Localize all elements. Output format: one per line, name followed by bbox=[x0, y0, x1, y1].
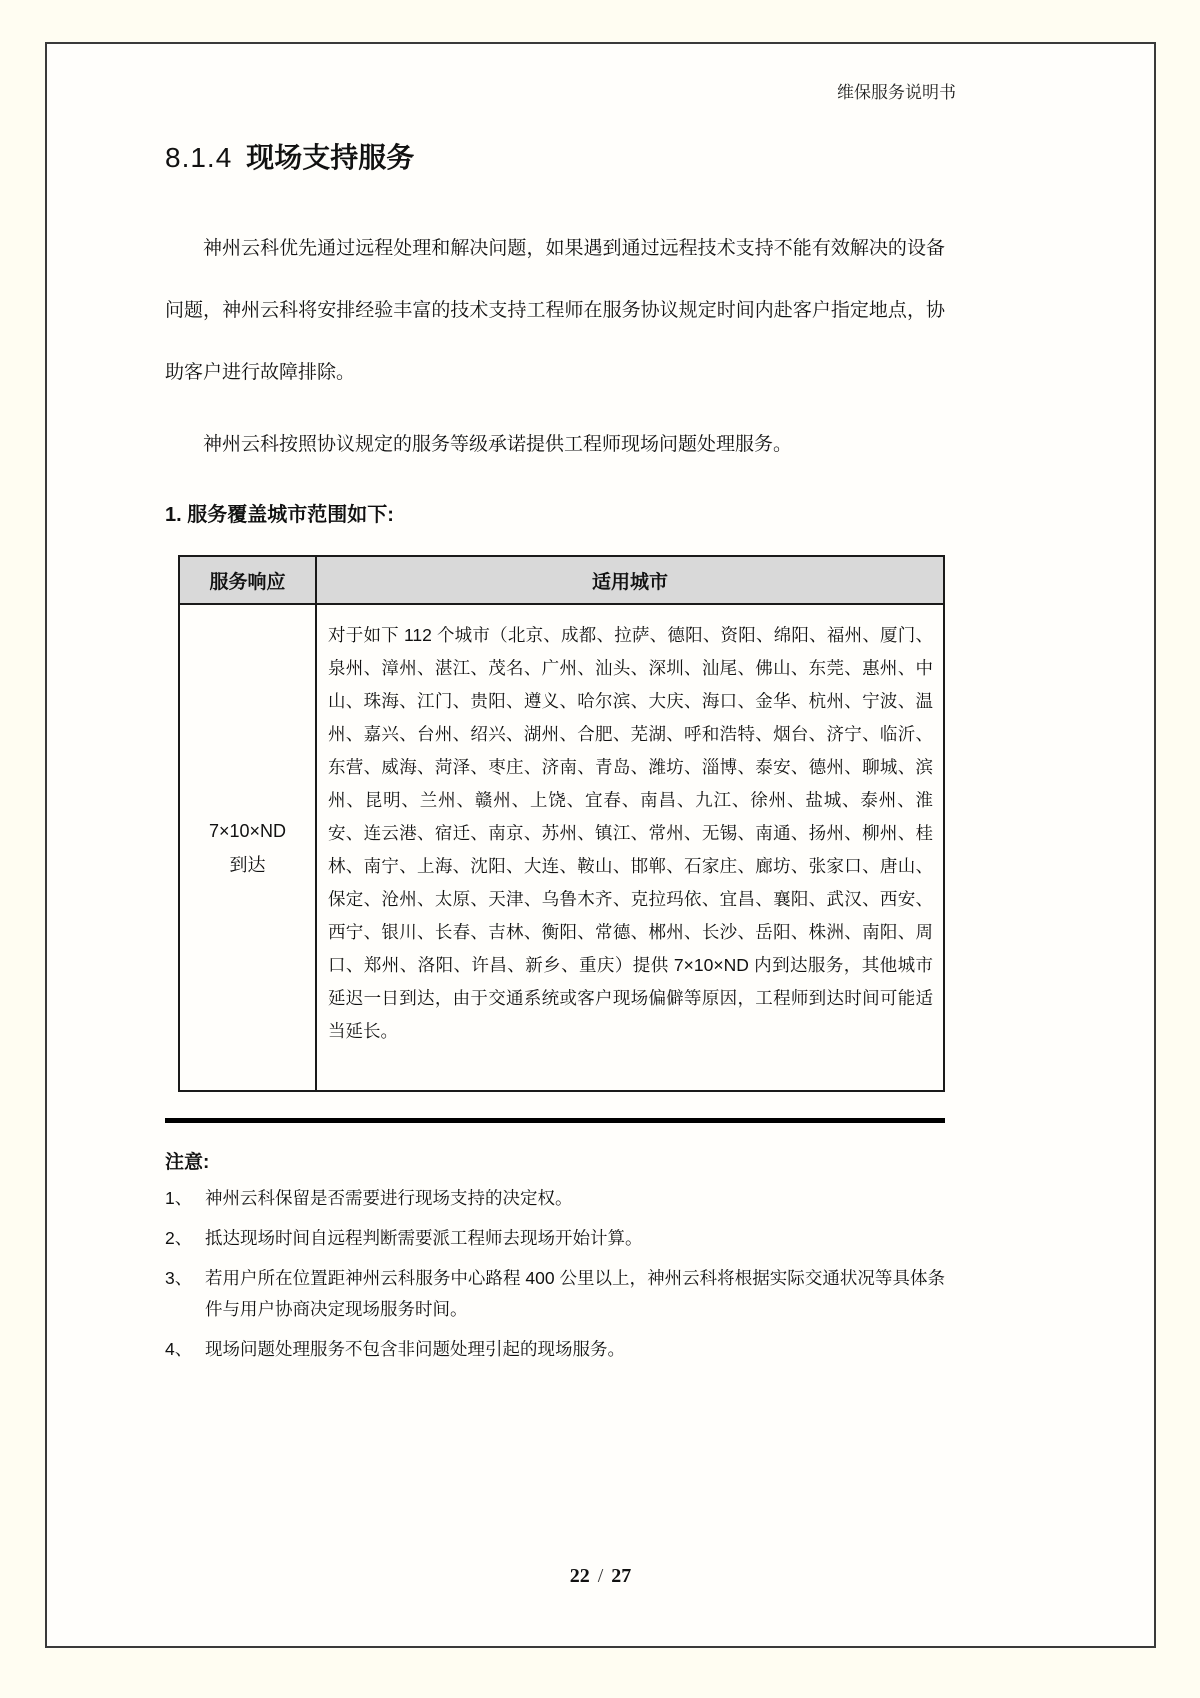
cell-city-list: 对于如下 112 个城市（北京、成都、拉萨、德阳、资阳、绵阳、福州、厦门、泉州、漳州、湛江、茂名、广州、汕头、深圳、汕尾、佛山、东莞、惠州、中山、珠海、江门、贵阳、遵义、哈尔滨、大庆、海口、金华、杭州、宁波、温州、嘉兴、台州、绍兴、湖州、合肥、芜湖、呼和浩特、烟台、济宁、临沂、东营、威海、菏泽、枣庄、济南、青岛、潍坊、淄博、泰安、德州、聊城、滨州、昆明、兰州、赣州、上饶、宜春、南昌、九江、徐州、盐城、泰州、淮安、连云港、宿迁、南京、苏州、镇江、常州、无锡、南通、扬州、柳州、桂林、南宁、上海、沈阳、大连、鞍山、邯郸、石家庄、廊坊、张家口、唐山、保定、沧州、太原、天津、乌鲁木齐、克拉玛依、宜昌、襄阳、武汉、西安、西宁、银川、长春、吉林、衡阳、常德、郴州、长沙、岳阳、株洲、南阳、周口、郑州、洛阳、许昌、新乡、重庆）提供 7×10×ND 内到达服务，其他城市延迟一日到达，由于交通系统或客户现场偏僻等原因，工程师到达时间可能适当延长。 bbox=[316, 604, 944, 1091]
note-number: 4、 bbox=[165, 1339, 193, 1359]
response-sla: 7×10×ND bbox=[208, 820, 287, 841]
cell-service-response bbox=[179, 604, 316, 1091]
horizontal-divider bbox=[165, 1118, 945, 1123]
page-content bbox=[165, 44, 945, 1365]
note-item-3 bbox=[165, 1263, 945, 1325]
service-coverage-table bbox=[178, 555, 945, 1092]
paragraph-service-level: 神州云科按照协议规定的服务等级承诺提供工程师现场问题处理服务。 bbox=[203, 434, 793, 455]
note-number: 1、 bbox=[165, 1188, 193, 1208]
table-header-service-response: 服务响应 bbox=[179, 556, 316, 604]
note-number: 3、 bbox=[165, 1268, 193, 1288]
note-text: 神州云科保留是否需要进行现场支持的决定权。 bbox=[205, 1188, 573, 1208]
page-header-title: 维保服务说明书 bbox=[837, 83, 956, 102]
coverage-list-heading: 1. 服务覆盖城市范围如下: bbox=[165, 504, 394, 526]
section-number: 8.1.4 bbox=[165, 142, 233, 173]
note-text: 抵达现场时间自远程判断需要派工程师去现场开始计算。 bbox=[205, 1228, 643, 1248]
paragraph-remote-first: 神州云科优先通过远程处理和解决问题，如果遇到通过远程技术支持不能有效解决的设备问题，神州云科将安排经验丰富的技术支持工程师在服务协议规定时间内赴客户指定地点，协助客户进行故障排除。 bbox=[165, 238, 945, 383]
section-title: 现场支持服务 bbox=[246, 142, 415, 173]
page-footer bbox=[47, 1565, 1154, 1588]
note-text: 若用户所在位置距神州云科服务中心路程 400 公里以上，神州云科将根据实际交通状况等具体条件与用户协商决定现场服务时间。 bbox=[205, 1268, 945, 1319]
note-text: 现场问题处理服务不包含非问题处理引起的现场服务。 bbox=[205, 1339, 625, 1359]
note-number: 2、 bbox=[165, 1228, 193, 1248]
response-arrival: 到达 bbox=[229, 854, 266, 875]
table-row bbox=[179, 604, 944, 1091]
notes-heading: 注意: bbox=[165, 1152, 210, 1173]
note-item-2 bbox=[165, 1223, 945, 1254]
table-header-applicable-cities: 适用城市 bbox=[316, 556, 944, 604]
note-item-4 bbox=[165, 1334, 945, 1365]
section-heading bbox=[165, 140, 945, 176]
page-number-total: 27 bbox=[611, 1565, 632, 1587]
page-number-current: 22 bbox=[569, 1565, 590, 1587]
document-page bbox=[45, 42, 1156, 1648]
table-header-row bbox=[179, 556, 944, 604]
page-number-separator: / bbox=[597, 1565, 604, 1587]
note-item-1 bbox=[165, 1183, 945, 1214]
